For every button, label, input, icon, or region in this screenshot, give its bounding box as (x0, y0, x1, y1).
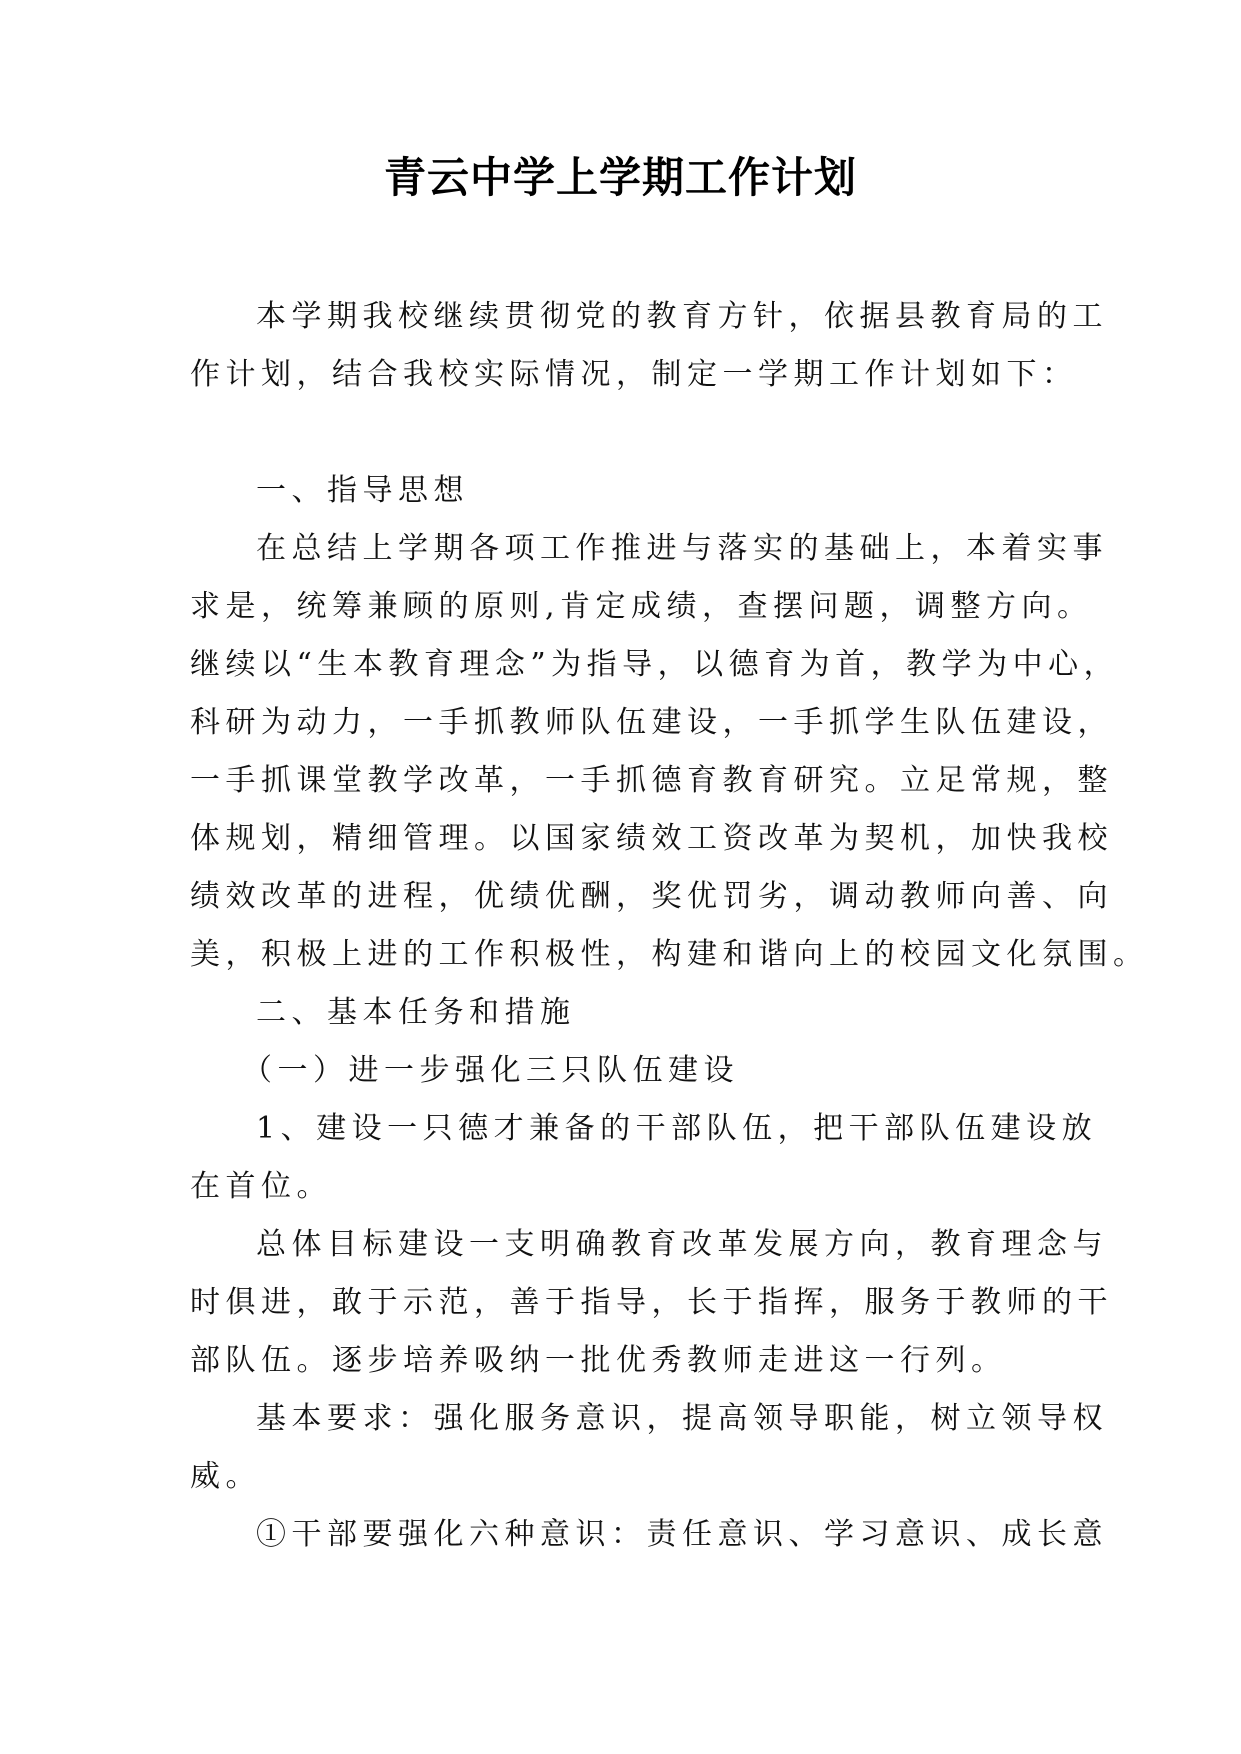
document-body (190, 288, 1149, 1564)
paragraph-line: 在总结上学期各项工作推进与落实的基础上，本着实事 (256, 531, 1108, 566)
intro-line: 作计划，结合我校实际情况，制定一学期工作计划如下： (190, 357, 1078, 392)
paragraph-line: 继续以“生本教育理念”为指导，以德育为首，教学为中心， (190, 647, 1120, 682)
paragraph-line: 体规划，精细管理。以国家绩效工资改革为契机，加快我校 (190, 821, 1113, 856)
paragraph-line: 基本要求：强化服务意识，提高领导职能，树立领导权 (256, 1401, 1108, 1436)
intro-line: 本学期我校继续贯彻党的教育方针，依据县教育局的工 (256, 299, 1108, 334)
paragraph-line: 一手抓课堂教学改革，一手抓德育教育研究。立足常规，整 (190, 763, 1113, 798)
paragraph-line: 美，积极上进的工作积极性，构建和谐向上的校园文化氛围。 (190, 937, 1149, 972)
section-heading: 二、基本任务和措施 (256, 995, 576, 1030)
paragraph-line: ①干部要强化六种意识：责任意识、学习意识、成长意 (256, 1517, 1108, 1552)
paragraph-line: 威。 (190, 1459, 261, 1494)
paragraph-line: 时俱进，敢于示范，善于指导，长于指挥，服务于教师的干 (190, 1285, 1113, 1320)
paragraph-line: 在首位。 (190, 1169, 332, 1204)
subsection-heading: （一）进一步强化三只队伍建设 (242, 1053, 739, 1088)
paragraph-line: 部队伍。逐步培养吸纳一批优秀教师走进这一行列。 (190, 1343, 1007, 1378)
paragraph-line: 1、建设一只德才兼备的干部队伍，把干部队伍建设放 (256, 1111, 1098, 1146)
document-title: 青云中学上学期工作计划 (383, 153, 857, 202)
paragraph-line: 绩效改革的进程，优绩优酬，奖优罚劣，调动教师向善、向 (190, 879, 1113, 914)
section-heading: 一、指导思想 (256, 473, 469, 508)
paragraph-gap (190, 404, 1050, 462)
paragraph-line: 科研为动力，一手抓教师队伍建设，一手抓学生队伍建设， (190, 705, 1113, 740)
paragraph-line: 求是，统筹兼顾的原则,肯定成绩，查摆问题，调整方向。 (190, 589, 1093, 624)
paragraph-line: 总体目标建设一支明确教育改革发展方向，教育理念与 (256, 1227, 1108, 1262)
